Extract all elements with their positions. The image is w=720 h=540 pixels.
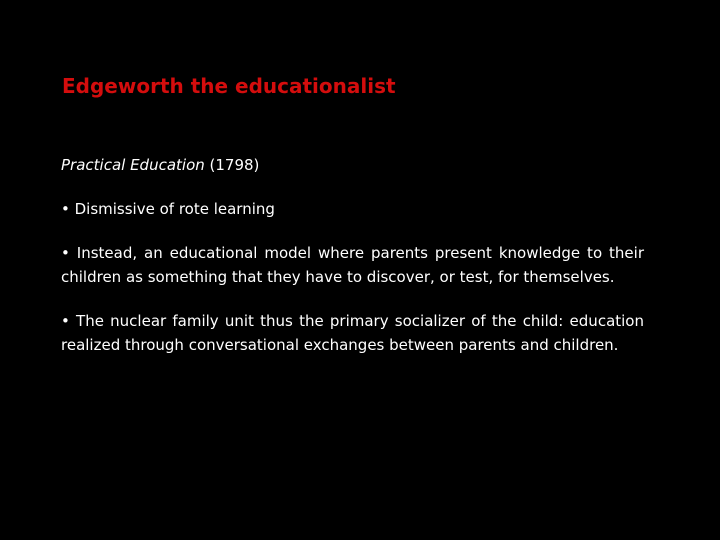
book-reference	[61, 153, 644, 177]
book-title: Practical Education	[61, 156, 205, 174]
slide-title: Edgeworth the educationalist	[62, 74, 396, 98]
slide-content	[61, 153, 644, 377]
bullet-item: • Dismissive of rote learning	[61, 200, 275, 218]
book-year: (1798)	[204, 156, 260, 174]
bullet-item: • The nuclear family unit thus the primary socializer of the child: education realized through conversational exchanges between parents and children.	[61, 312, 644, 354]
bullet-item: • Instead, an educational model where parents present knowledge to their children as something that they have to discover, or test, for themselves.	[61, 244, 644, 286]
